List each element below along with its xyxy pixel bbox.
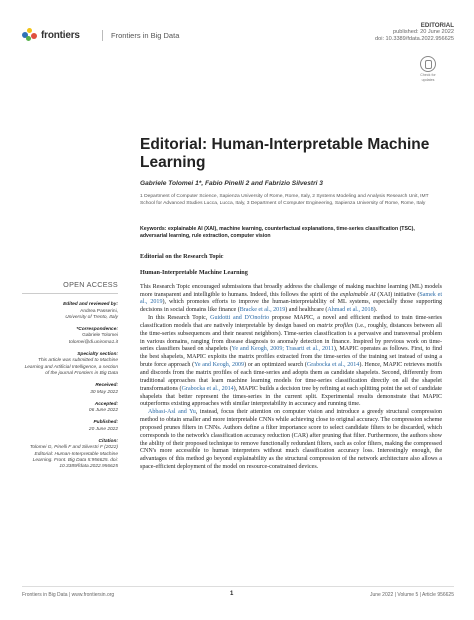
update-icon xyxy=(420,56,436,72)
citation-link[interactable]: Bracke et al., 2019 xyxy=(239,307,286,314)
article-body xyxy=(140,253,442,472)
citation-link[interactable]: Ye and Keogh, 2009 xyxy=(194,362,245,369)
footer-issue-info: June 2022 | Volume 5 | Article 956625 xyxy=(369,592,454,598)
article-type: EDITORIAL xyxy=(420,22,454,29)
accepted-date: 06 June 2022 xyxy=(88,408,118,414)
check-for-updates-badge[interactable] xyxy=(418,56,438,82)
accepted-label: Accepted: xyxy=(94,401,118,407)
citation-link[interactable]: Ye and Keogh, 2009; Trasarti et al., 2011 xyxy=(231,346,334,353)
paragraph-1: This Research Topic encouraged submissions that broadly address the challenge of making machine learning (ML) models more transparent and intelligible to humans. Indeed, this follows the spirit of the explainable AI (XAI) initiative (Samek et al., 2019), which promotes efforts to improve the human-interpretability of ML systems, especially those supporting decisions in social domains like finance (Bracke et al., 2019) and healthcare (Ahmad et al., 2018). xyxy=(140,283,442,314)
correspondence-label: *Correspondence: xyxy=(76,327,118,333)
brand-name: frontiers xyxy=(41,29,80,41)
citation-link[interactable]: Guidotti and D'Onofrio xyxy=(210,315,270,322)
citation-label: Citation: xyxy=(98,439,118,445)
keywords xyxy=(140,226,442,240)
update-label-1: Check for xyxy=(420,73,436,77)
article-title: Editorial: Human-Interpretable Machine Learning xyxy=(140,136,430,171)
correspondence-name: Gabriele Tolomei xyxy=(82,333,118,339)
frontiers-logo-icon xyxy=(22,28,38,42)
citation-link[interactable]: Samek et al., 2019 xyxy=(140,291,442,306)
footer-journal-link[interactable]: Frontiers in Big Data | www.frontiersin.org xyxy=(22,592,115,598)
correspondence-email[interactable]: tolomei@di.uniroma1.it xyxy=(68,339,118,345)
article-meta xyxy=(375,22,454,44)
edited-label: Edited and reviewed by: xyxy=(63,302,118,308)
open-access-label: OPEN ACCESS xyxy=(22,282,118,294)
frontiers-logo[interactable] xyxy=(22,28,80,42)
paragraph-2: In this Research Topic, Guidotti and D'Onofrio propose MAPIC, a novel and efficient method to train time-series classification models that are natively interpretable by design based on matrix profiles (i.e., roughly, distances between all the time-series subsequences and their nearest neighbors). Time-series classification is a pervasive and transversal problem in various domains, ranging from disease diagnosis to anomaly detection in finance. Inspired by previous work on time-series classifiers based on shapelets (Ye and Keogh, 2009; Trasarti et al., 2011), MAPIC operates as follows. First, to find the best shapelets, MAPIC exploits the matrix profiles extracted from the time-series of the training set instead of using a brute force approach (Ye and Keogh, 2009) or an optimized search (Grabocka et al., 2014). Hence, MAPIC retrieves motifs and discords from the matrix profiles of each time-series and adopts them as candidate shapelets. Second, differently from traditional approaches that learn machine learning models for time-series classification directly on all the shapelet transformations (Grabocka et al., 2014), MAPIC builds a decision tree by refining at each splitting point the set of candidate shapelets that better represent the times-series in the current split. Experimental results demonstrate that MAPIC outperforms existing approaches with similar interpretability in accuracy and running time. xyxy=(140,315,442,408)
journal-name[interactable]: Frontiers in Big Data xyxy=(102,30,179,41)
page-number: 1 xyxy=(230,591,234,597)
doi[interactable]: doi: 10.3389/fdata.2022.956625 xyxy=(374,36,454,43)
citation-link[interactable]: Grabocka et al., 2014 xyxy=(306,362,360,369)
section-heading-title: Human-Interpretable Machine Learning xyxy=(140,268,248,276)
section-heading-topic: Editorial on the Research Topic xyxy=(140,253,224,260)
received-label: Received: xyxy=(95,383,118,389)
page-footer xyxy=(22,586,454,598)
specialty-label: Specialty section: xyxy=(77,352,118,358)
specialty-text: This article was submitted to Machine Learning and Artificial Intelligence, a section of the journal Frontiers in Big Data xyxy=(24,358,118,376)
editor-name: Andrea Passerini, xyxy=(80,308,118,314)
published-label: Published: xyxy=(93,420,118,426)
article-authors: Gabriele Tolomei 1*, Fabio Pinelli 2 and Fabrizio Silvestri 3 xyxy=(140,180,323,187)
citation-link[interactable]: Ahmad et al., 2018 xyxy=(327,307,374,314)
paragraph-3: Abbasi-Asl and Yu, instead, focus their attention on computer vision and introduce a greedy structural compression method to obtain smaller and more interpretable CNNs while achieving close to original accuracy. The compression scheme proposed prunes filters in CNNs. Authors define a filter importance score to select candidate filters to be discarded, which corresponds to the network's classification accuracy reduction (CAR) after pruning that filter. Furthermore, the authors show the ability of their proposed technique to remove functionally redundant filters, such as color filters, making the compressed CNN's more accessible to human interpreters without much classification accuracy loss. Interestingly enough, the advantages of this method go beyond explainability as the structural compression of the network architecture also allows a space-efficient deployment of the model on resource-constrained devices. xyxy=(140,409,442,471)
sidebar-published-date: 20 June 2022 xyxy=(88,426,118,432)
citation-link[interactable]: Abbasi-Asl and Yu xyxy=(148,409,196,416)
article-affiliations: 1 Department of Computer Science, Sapienza University of Rome, Rome, Italy, 2 Systems Modeling and Analysis Research Unit, IMT School for Advanced Studies Lucca, Lucca, Italy, 3 Department of Computer Engineering, Sapienza University of Rome, Rome, Italy xyxy=(140,194,429,206)
published-date: published: 20 June 2022 xyxy=(393,29,454,36)
update-label-2: updates xyxy=(421,78,435,82)
keywords-list: explainable AI (XAI), machine learning, counterfactual explanations, time-series classification (TSC), adversarial learning, rule extraction, computer vision xyxy=(140,226,415,239)
editor-affiliation: University of Trento, Italy xyxy=(65,314,118,320)
article-sidebar xyxy=(22,282,118,477)
page-header xyxy=(22,24,454,48)
received-date: 30 May 2022 xyxy=(90,389,118,395)
citation-text: Tolomei G, Pinelli F and Silvestri F (2022) Editorial: Human-Interpretable Machine Learning. Front. Big Data 5:956625. doi: 10.3389/fdata.2022.956625 xyxy=(29,445,118,470)
citation-link[interactable]: Grabocka et al., 2014 xyxy=(181,385,234,392)
keywords-label: Keywords: xyxy=(140,226,167,232)
